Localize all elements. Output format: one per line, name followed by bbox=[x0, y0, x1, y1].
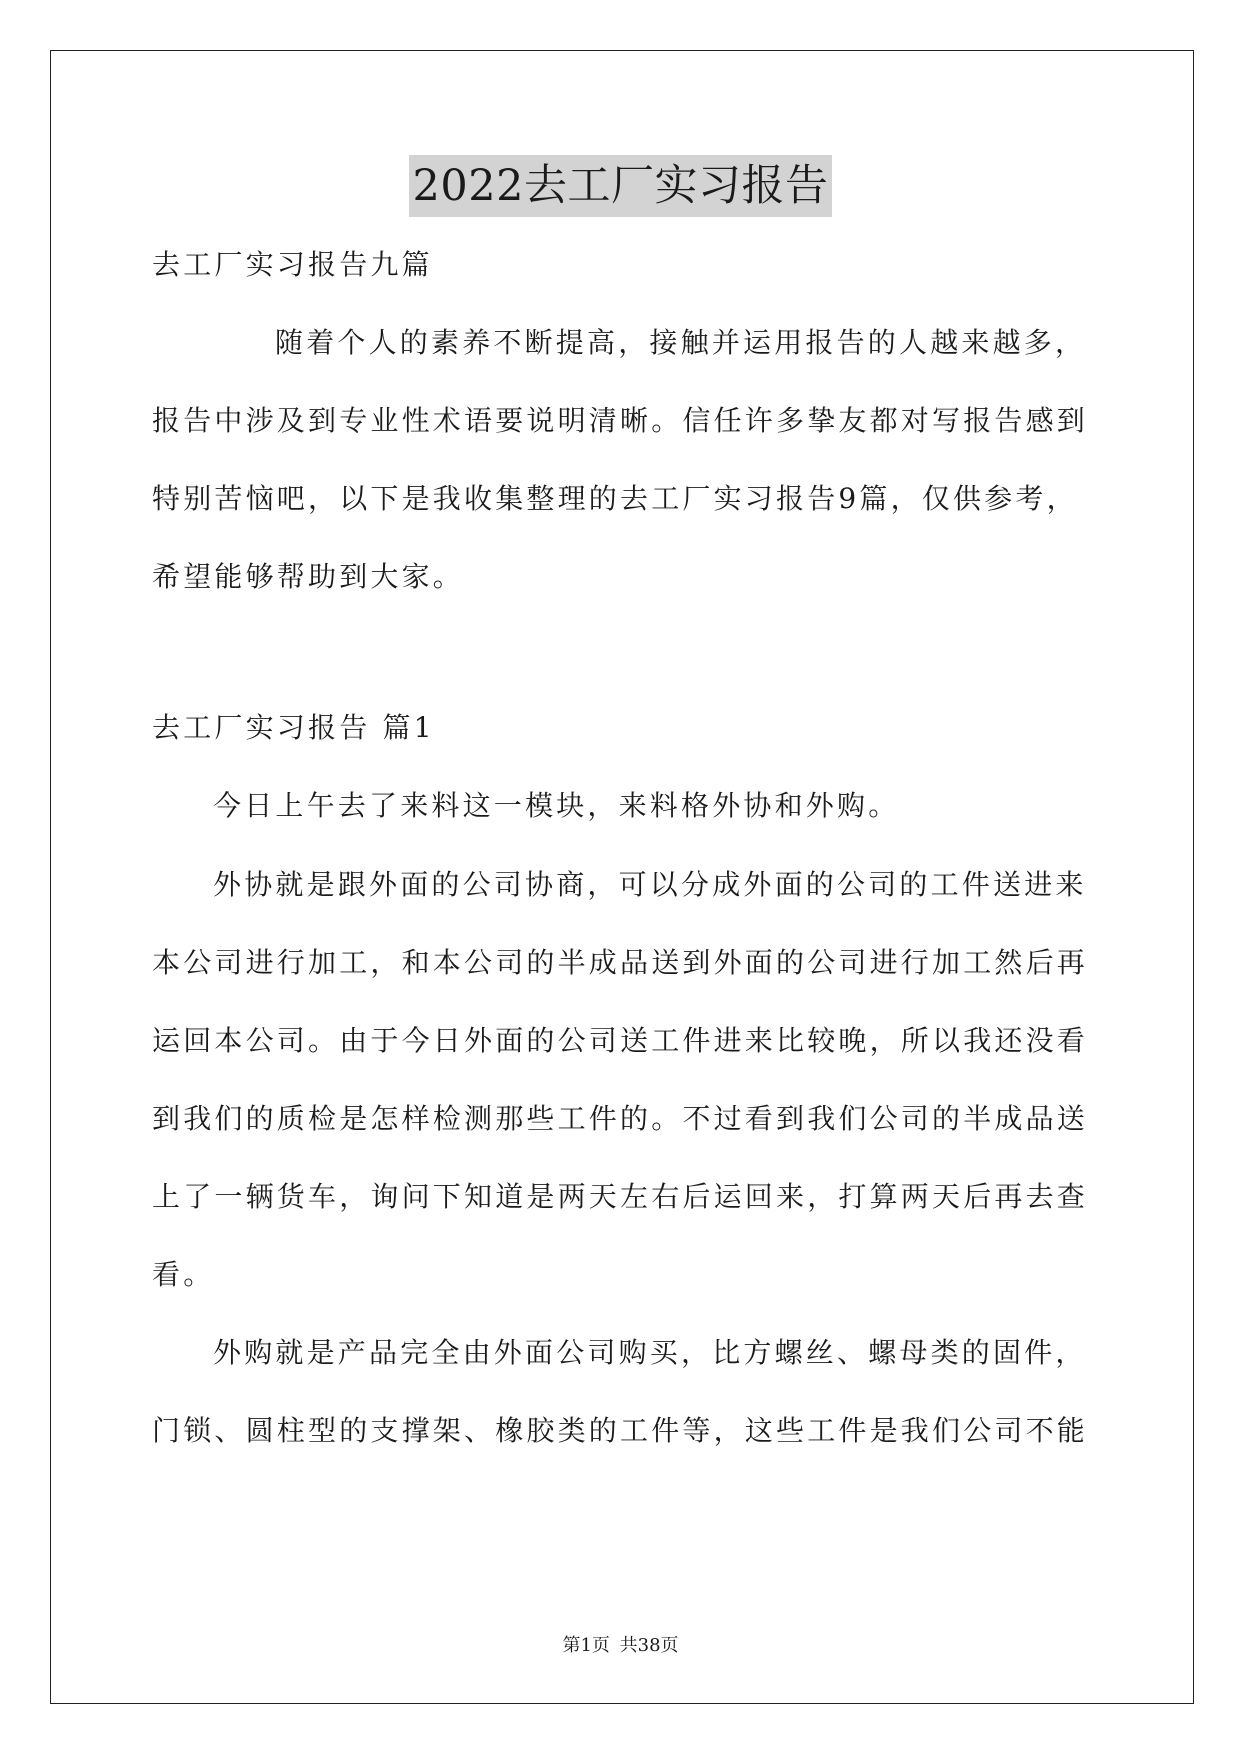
body-line: 外购就是产品完全由外面公司购买，比方螺丝、螺母类的固件， bbox=[213, 1336, 1087, 1369]
body-line: 特别苦恼吧，以下是我收集整理的去工厂实习报告9篇，仅供参考， bbox=[152, 482, 1078, 515]
body-line: 随着个人的素养不断提高，接触并运用报告的人越来越多， bbox=[275, 326, 1087, 359]
body-line: 外协就是跟外面的公司协商，可以分成外面的公司的工件送进来 bbox=[213, 868, 1087, 901]
body-line: 今日上午去了来料这一模块，来料格外协和外购。 bbox=[213, 789, 900, 822]
subtitle-line: 去工厂实习报告九篇 bbox=[152, 248, 433, 281]
page-footer bbox=[0, 1634, 1241, 1658]
body-line: 运回本公司。由于今日外面的公司送工件进来比较晚，所以我还没看 bbox=[152, 1024, 1089, 1057]
body-line: 上了一辆货车，询问下知道是两天左右后运回来，打算两天后再去查 bbox=[152, 1180, 1089, 1213]
page-total: 共38页 bbox=[619, 1635, 679, 1656]
body-line: 到我们的质检是怎样检测那些工件的。不过看到我们公司的半成品送 bbox=[152, 1102, 1089, 1135]
body-line: 门锁、圆柱型的支撑架、橡胶类的工件等，这些工件是我们公司不能 bbox=[152, 1414, 1089, 1447]
body-line: 报告中涉及到专业性术语要说明清晰。信任许多挚友都对写报告感到 bbox=[152, 404, 1089, 437]
page-number: 第1页 bbox=[562, 1635, 610, 1656]
section-heading: 去工厂实习报告 篇1 bbox=[152, 711, 435, 744]
body-line: 希望能够帮助到大家。 bbox=[152, 560, 465, 593]
title-block bbox=[0, 155, 1241, 217]
document-title: 2022去工厂实习报告 bbox=[409, 155, 833, 217]
body-line: 看。 bbox=[152, 1258, 215, 1291]
body-line: 本公司进行加工，和本公司的半成品送到外面的公司进行加工然后再 bbox=[152, 946, 1089, 979]
